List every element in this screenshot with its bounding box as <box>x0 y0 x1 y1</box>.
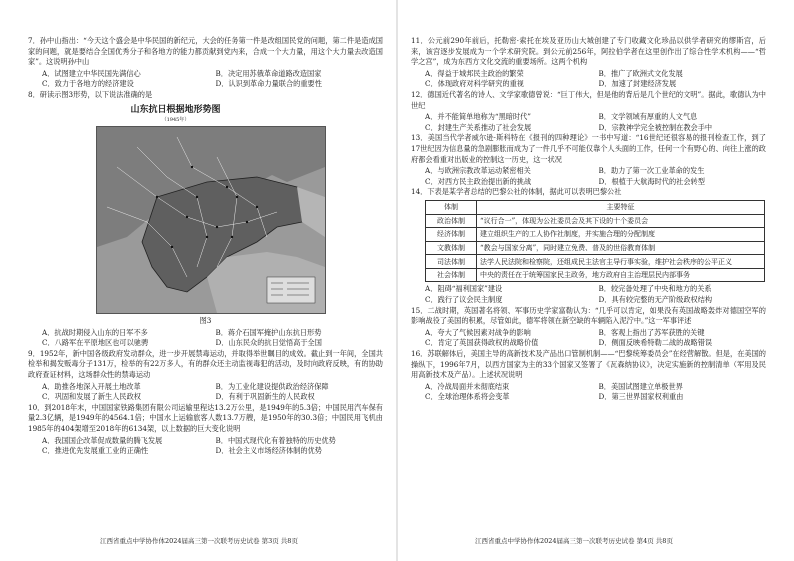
table-row <box>426 268 765 282</box>
table-cell: “教会与国家分离”，同时建立免费、普及的世俗教育体制 <box>477 241 765 255</box>
option-a: A．夸大了气候因素对战争的影响 <box>425 327 531 337</box>
option-a: A．抗战时期侵入山东的日军不多 <box>42 327 148 337</box>
option-b: B．文学领域有厚重的人文气息 <box>598 112 698 122</box>
table-header: 主要特征 <box>477 200 765 214</box>
table-cell: 经济体制 <box>426 228 477 242</box>
option-a: A．冷战局面并未彻底结束 <box>425 381 510 391</box>
paris-commune-table <box>425 200 765 283</box>
map-title: 山东抗日根据地形势图 <box>130 104 221 115</box>
question-12-options <box>425 112 766 133</box>
question-10-options <box>42 436 383 457</box>
table-row <box>426 214 765 228</box>
question-13-options <box>425 166 766 187</box>
table-cell: 司法体制 <box>426 255 477 269</box>
option-c: C．八路军在平原地区也可以驰骋 <box>42 338 149 348</box>
option-a: A．并不能简单地称为“黑暗时代” <box>425 112 531 122</box>
option-a: A．与欧洲宗教改革运动紧密相关 <box>425 166 531 176</box>
option-b: B．蒋介石国军掩护山东抗日形势 <box>215 327 322 337</box>
question-16-stem: 16．苏联解体后，美国主导的高新技术及产品出口管制机制——“巴黎统筹委员会”在经营解散。但是，在美国的操纵下，1996年7月，以西方国家为主的33个国家又签署了《瓦森纳协议》，决定实施新的控制清单（军用及民用高新技术及产品）。上述状况说明 <box>411 349 766 380</box>
table-cell: 法学人民法院和检察院，还组成民主法官主导行事实验，维护社会秩序的公平正义 <box>477 255 765 269</box>
option-d: D．根植于大航海时代的社会转型 <box>598 176 705 186</box>
table-cell: 社会体制 <box>426 268 477 282</box>
question-15-stem: 15．二战时期，英国著名将领、军事历史学家富勒认为：“几乎可以肯定，如果没有英国战略轰炸对德国空军的影响战役了美国的积累，尽管如此，德军将领在新空缺的车辆陷入泥泞中。”这一军事评述 <box>411 305 766 326</box>
table-cell: 政治体制 <box>426 214 477 228</box>
option-b: B．中国式现代化有着独特的历史优势 <box>215 435 336 445</box>
page-4 <box>397 0 794 561</box>
table-header: 体制 <box>426 200 477 214</box>
question-7-stem: 7．孙中山指出：“今天这个盛会是中华民国的新纪元，大会的任务第一件是改组国民党的问题，第二件是造成国家的问题，就是要结合全国优秀分子和各地方的能力都贡献到党内来，合成一个大力量，用这个大力量去改造国家”。这说明孙中山 <box>28 36 383 67</box>
option-d: D．加速了封建经济发展 <box>598 79 677 89</box>
page-footer: 江西省重点中学协作体2024届高三第一次联考历史试卷 第4页 共8页 <box>475 537 673 545</box>
table-row <box>426 228 765 242</box>
option-a: A．得益于城邦民主政治的繁荣 <box>425 68 524 78</box>
question-11-options <box>425 69 766 90</box>
option-a: A．助推各地深入开展土地改革 <box>42 381 141 391</box>
option-b: B．为工业化建设提供政治经济保障 <box>215 381 329 391</box>
table-row <box>426 255 765 269</box>
option-d: D．侧面反映希特勒二战的战略错误 <box>598 338 713 348</box>
option-c: C．践行了议会民主制度 <box>425 295 503 305</box>
shandong-map-image <box>96 126 326 314</box>
table-cell: 中央的责任在于统筹国家民主政务，地方政府自主治理层民内部事务 <box>477 268 765 282</box>
option-b: B．推广了欧洲式文化发展 <box>598 68 683 78</box>
option-b: B．决定用苏俄革命道路改造国家 <box>215 68 322 78</box>
figure-caption: 图3 <box>199 315 212 325</box>
question-9-stem: 9．1952年，新中国各级政府发动群众，进一步开展禁毒运动，并取得举世瞩目的成效。截止到一年间，全国共检举和揭发贩毒分子131万，检举的有22万多人，有的群众还主动监视毒犯的活动，及时向政府反映，有的协助政府查证材料，这场群众性的禁毒运动 <box>28 348 383 379</box>
question-16-options <box>425 382 766 403</box>
page-footer: 江西省重点中学协作体2024届高三第一次联考历史试卷 第3页 共8页 <box>100 537 298 545</box>
option-b: B．助力了第一次工业革命的发生 <box>598 166 705 176</box>
option-d: D．社会主义市场经济体制的优势 <box>215 446 322 456</box>
option-d: D．认识到革命力量联合的重要性 <box>215 79 322 89</box>
question-10-stem: 10．到2018年末，中国国家铁路集团有限公司运输里程达13.2万公里，是1949年的5.3倍；中国民用汽车保有量2.3亿辆，是1949年的4564.1倍；中国水上运输旅客人数13.7万艘，是1950年的30.3倍；中国民用飞机由1985年的404架增至2018年的6134架，以上数据的巨大变化说明 <box>28 402 383 433</box>
question-15-options <box>425 328 766 349</box>
option-a: A．试图建立中华民国先满信心 <box>42 68 141 78</box>
option-d: D．具有较完整的无产阶级政权结构 <box>598 295 713 305</box>
table-row <box>426 241 765 255</box>
option-d: D．第三世界国家权利重由 <box>598 392 684 402</box>
question-12-stem: 12．德国近代著名的诗人、文学家歌德曾说：“巨丁伟大，但是他的背后是几个世纪的文明”。据此，歌德认为中世纪 <box>411 89 766 110</box>
table-cell: 建立组织生产的工人协作社制度，并实施合理的分配制度 <box>477 228 765 242</box>
table-cell: “议行合一”，体现为公社委员会及其下设的十个委员会 <box>477 214 765 228</box>
option-c: C．全球治理体系将会变革 <box>425 392 510 402</box>
option-c: C．致力于各地方的经济建设 <box>42 79 134 89</box>
option-b: B．较完备处理了中央和地方的关系 <box>598 284 712 294</box>
question-14-stem: 14．下表是某学者总结的巴黎公社的体制，据此可以表明巴黎公社 <box>411 187 622 197</box>
question-13-stem: 13．美国当代学者威尔逊·斯科特在《报刊的四种理论》一书中写道：“16世纪还很容易的报刊检查工作，到了17世纪因为信息量的急剧膨胀而成为了一件几乎不可能仅靠个人头面的工作，任何一个有野心的、向往上涨的政府都会看重对出版业的控制这一历史，这一状况 <box>411 133 766 164</box>
option-b: B．美国试图建立单极世界 <box>598 381 683 391</box>
option-d: D．山东民众的抗日觉悟高于全国 <box>215 338 322 348</box>
map-subtitle: （1945年） <box>161 116 190 123</box>
option-a: A．阻碍“福利国家”建设 <box>425 284 503 294</box>
option-c: C．推进优先发展重工业的正确性 <box>42 446 149 456</box>
option-c: C．对西方民主政治提出新的挑战 <box>425 176 532 186</box>
option-c: C．封建生产关系推动了社会发展 <box>425 122 532 132</box>
option-d: D．有利于巩固新生的人民政权 <box>215 392 315 402</box>
option-c: C．体现政府对科学研究的重视 <box>425 79 524 89</box>
question-7-options <box>42 69 383 90</box>
option-a: A．我国国企改革促成数量的腾飞发展 <box>42 435 163 445</box>
table-header-row <box>426 200 765 214</box>
map-graphic <box>97 127 325 313</box>
option-b: B．客观上指出了苏军获胜的关键 <box>598 327 705 337</box>
question-9-options <box>42 382 383 403</box>
option-d: D．宗教神学完全被控制在教会手中 <box>598 122 713 132</box>
question-14-options <box>425 284 766 305</box>
option-c: C．巩固和发展了新生人民政权 <box>42 392 141 402</box>
table-cell: 文教体制 <box>426 241 477 255</box>
option-c: C．肯定了英国获得政权的战略价值 <box>425 338 539 348</box>
question-8-options <box>42 328 383 349</box>
question-8-stem: 8．研读示图3形势，以下说法准确的是 <box>28 89 153 99</box>
question-11-stem: 11．公元前290年前后，托勒密·索托在埃及亚历山大城创建了专门收藏文化珍品以供学者研究的缪斯宫，后来，该宫逐步发展成为一个学术研究院。到公元前256年，阿拉伯学者在这里创作出了综合性学术机构——“哲学之宫”，成为东西方文化交流的重要场所。这两个机构 <box>411 36 766 67</box>
